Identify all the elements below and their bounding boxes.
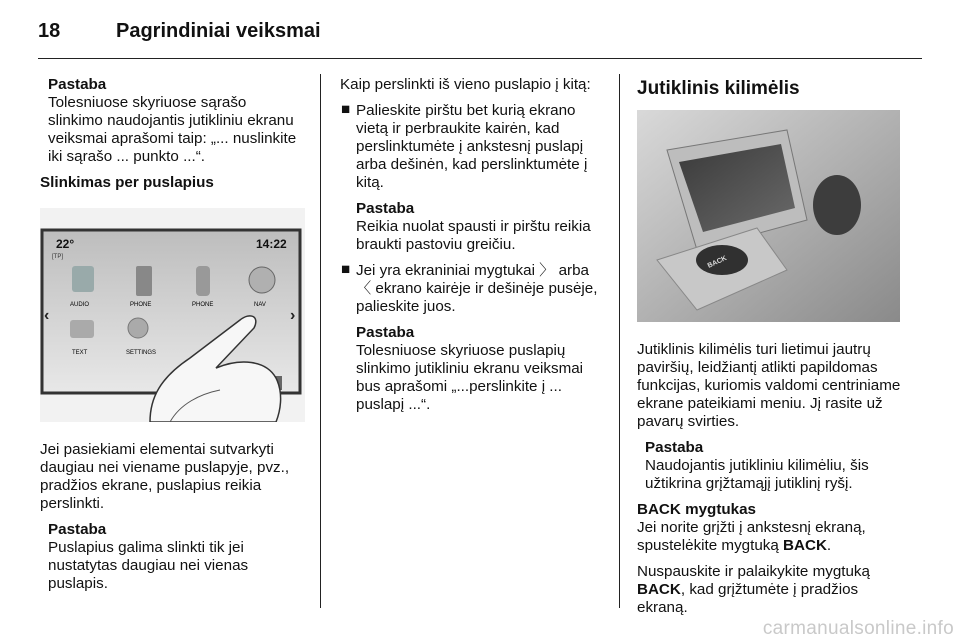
paragraph: Jei pasiekiami elementai sutvarkyti daugiau nei viename puslapyje, pvz., pradžios ekrane, puslapius reikia perslinkti. (40, 441, 290, 512)
note (645, 439, 902, 493)
screen-illustration (40, 208, 305, 427)
note-text: Reikia nuolat spausti ir pirštu reikia braukti pastoviu greičiu. (356, 218, 591, 253)
column-divider-2 (619, 74, 620, 608)
note-text: Puslapius galima slinkti tik jei nustatytas daugiau nei vienas puslapis. (48, 539, 249, 592)
paragraph: Kaip perslinkti iš vieno puslapio į kitą: (340, 76, 591, 93)
subheading: BACK mygtukas (637, 501, 756, 518)
note-text: Tolesniuose skyriuose puslapių slinkimo jutikliniu ekranu veiksmai bus aprašomi „...perslinkite į ... puslapį ...“. (356, 342, 584, 413)
screen-temp: 22° (56, 237, 75, 251)
touchpad-photo (637, 110, 902, 327)
column-3 (637, 76, 902, 625)
note (356, 324, 608, 414)
list-item-text: Palieskite pirštu bet kurią ekrano vietą ir perbraukite kairėn, kad perslinktumėte į ankstesnį puslapį arba dešinėn, kad perslinktumėte į kitą. (356, 102, 588, 191)
bullet-icon: ■ (341, 261, 351, 278)
touchscreen-figure (40, 208, 305, 422)
list-item (340, 262, 608, 316)
page-number: 18 (38, 20, 61, 42)
touchpad-figure (637, 110, 900, 322)
list-item-text: Jei yra ekraniniai mygtukai 〉 arba 〈 ekrano kairėje ir dešinėje pusėje, palieskite juos. (356, 262, 598, 315)
paragraph: Jei norite grįžti į ankstesnį ekraną, spustelėkite mygtuką BACK. (637, 519, 866, 554)
knob (813, 175, 861, 235)
note (48, 521, 305, 593)
section-heading: Slinkimas per puslapius (40, 174, 214, 191)
svg-text:PHONE: PHONE (130, 302, 152, 308)
header-rule (38, 58, 922, 59)
svg-text:AUDIO: AUDIO (70, 302, 90, 308)
column-2 (340, 76, 608, 422)
column-1 (40, 76, 305, 601)
screen-time: 14:22 (256, 237, 287, 251)
screen-tp: [TP] (52, 254, 64, 260)
watermark: carmanualsonline.info (762, 618, 954, 639)
paragraph: Nuspauskite ir palaikykite mygtuką BACK, kad grįžtumėte į pradžios ekraną. (637, 563, 870, 616)
note-text: Naudojantis jutikliniu kilimėliu, šis užtikrina grįžtamąjį jutiklinį ryšį. (645, 457, 869, 492)
back-label: BACK (706, 254, 728, 270)
note-label: Pastaba (645, 439, 704, 456)
note (356, 200, 608, 254)
svg-text:NAV: NAV (254, 302, 266, 308)
page-title: Pagrindiniai veiksmai (116, 20, 321, 42)
bullet-icon: ■ (341, 101, 351, 118)
screen-right-arrow: › (290, 307, 296, 324)
list-item (340, 102, 608, 192)
svg-text:TEXT: TEXT (72, 350, 88, 356)
section-heading: Jutiklinis kilimėlis (637, 78, 800, 99)
paragraph: Jutiklinis kilimėlis turi lietimui jautrų paviršių, leidžiantį atlikti papildomas funkcijas, kuriomis valdomi centriniame ekrane pateikiami meniu. Jį rasite už pavarų svirties. (637, 341, 901, 430)
note-text: Tolesniuose skyriuose sąrašo slinkimo naudojantis jutikliniu ekranu veiksmai aprašomi taip: „... nuslinkite iki sąrašo ... punkto ...“. (48, 94, 297, 165)
column-divider-1 (320, 74, 321, 608)
note-label: Pastaba (48, 76, 107, 93)
note-label: Pastaba (356, 200, 415, 217)
page-header (38, 20, 321, 43)
note (48, 76, 305, 166)
svg-text:SETTINGS: SETTINGS (126, 350, 157, 356)
note-label: Pastaba (48, 521, 107, 538)
svg-text:PHONE: PHONE (192, 302, 214, 308)
note-label: Pastaba (356, 324, 415, 341)
screen-left-arrow: ‹ (44, 307, 50, 324)
